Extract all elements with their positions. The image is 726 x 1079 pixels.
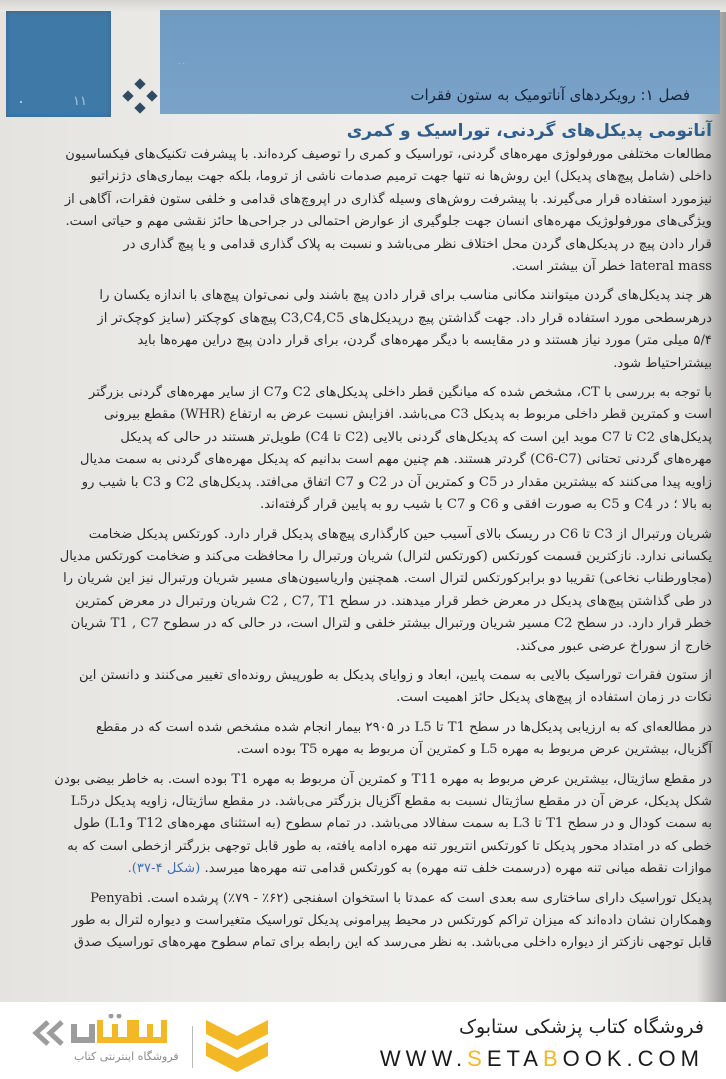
logo-chevron-mark-icon	[206, 1020, 268, 1078]
text-line: نکات در زمان استفاده از پیچ‌های پدیکل حائز اهمیت است.	[396, 690, 712, 706]
paragraph-6	[22, 717, 712, 762]
text-line: قرار دادن پیچ در پدیکل‌های گردن محل اختلاف نظر می‌باشد و نسبت به پلاک گذاری قدامی و یا پیچ گذاری در	[123, 236, 712, 252]
store-url-link[interactable]	[380, 1046, 704, 1072]
text-line: است و کمترین قطر داخلی مربوط به پدیکل C3 می‌باشد. افزایش نسبت عرض به ارتفاع (WHR) مقطع بیرونی	[104, 407, 712, 423]
text-line: پدیکل توراسیک دارای ساختاری سه بعدی است که عمدتا با استخوان اسفنجی (۶۲٪ - ۷۹٪) پرشده است. Penyabi	[90, 890, 712, 906]
diamond-ornament-icon	[124, 80, 156, 112]
watermark-footer	[0, 1002, 726, 1079]
text-line: lateral mass خطر آن بیشتر است.	[511, 259, 712, 275]
text-line: مطالعات مختلفی مورفولوژی مهره‌های گردنی، توراسیک و کمری را توصیف کرده‌اند. با پیشرفت تکنیک‌های فیکساسیون	[65, 147, 712, 162]
page-number-box	[6, 11, 111, 117]
paragraph-4	[22, 524, 712, 658]
text-line: خارج از سوراخ عرضی عبور می‌کند.	[515, 638, 712, 654]
logo-subtitle: فروشگاه اینترنتی کتاب	[74, 1050, 179, 1063]
text-line: یکسانی ندارد. نازکترین قسمت کورتکس (کورتکس لترال) شریان ورتبرال را محافظت می‌کند و ضخامت کورتکس مدیال	[59, 548, 712, 564]
paragraph-8	[22, 888, 712, 955]
paragraph-3	[22, 382, 712, 516]
text-line: آگزیال، بیشترین عرض مربوط به مهره L5 و کمترین آن مربوط به مهره T5 بوده است.	[236, 742, 712, 758]
chapter-title: فصل ۱: رویکردهای آناتومیک به ستون فقرات	[410, 86, 690, 104]
url-part-accent: S	[467, 1046, 487, 1071]
url-part: WWW.	[379, 1046, 468, 1071]
logo-chevrons-icon	[30, 1018, 70, 1055]
paragraph-2	[22, 285, 712, 375]
text-line: در طی گذاشتن پیچ‌های پدیکل در معرض خطر قرار میدهند. در سطح C2 , C7, T1 شریان ورتبرال در معرض کمترین	[75, 593, 712, 609]
store-name: فروشگاه کتاب پزشکی ستابوک	[458, 1016, 704, 1038]
text-line: پدیکل‌های C2 تا C7 موید این است که پدیکل‌های گردنی بالایی (C2 تا C4) طویل‌تر هستند در حالی که پدیکل	[120, 429, 712, 445]
text-line: قابل توجهی نازکتر از دیواره داخلی می‌باشد. به نظر می‌رسد که این رابطه برای تمام سطوح مهره‌های توراسیک صدق	[73, 935, 712, 951]
text-line: از ستون فقرات توراسیک بالایی به سمت پایین، ابعاد و زوایای پدیکل به طورپیش رونده‌ای تغییر می‌کنند و دانستن این	[79, 667, 712, 683]
paragraph-5	[22, 665, 712, 710]
text-line: شکل پدیکل، عرض آن در مقطع ساژیتال نسبت به مقطع آگزیال بزرگتر می‌باشد. در مقطع ساژیتال، زاویه پدیکل درL5	[70, 793, 712, 809]
text-line: وهمکاران نشان داده‌اند که میزان تراکم کورتکس در محیط پیرامونی پدیکل توراسیک متغیراست و دیواره لترال به طور	[71, 913, 712, 928]
page-number: ۱۱	[73, 94, 87, 109]
text-line: درهرسطحی مورد استفاده قرار داد. جهت گذاشتن پیچ درپدیکل‌های C3,C4,C5 پیچ‌های کوچکتر (سایز کوچک‌تر از	[97, 310, 712, 326]
text-line: شریان ورتبرال از C3 تا C6 در ریسک بالای آسیب حین کارگذاری پیچ‌های پدیکل قرار دارد. کورتکس پدیکل ضخامت	[88, 526, 712, 542]
setabook-logo[interactable]	[30, 1014, 270, 1070]
text-line: مهره‌های گردنی تحتانی (C6-C7) گردتر هستند. هم چنین مهم است بدانیم که پدیکل مهره‌های گردنی به سمت مدیال	[79, 452, 712, 468]
text-line: زاویه پیدا می‌کنند که بیشترین مقدار در C5 و کمترین آن در C2 و C7 اتفاق می‌افتد. پدیکل‌های C2 و C3 با شیب رو	[81, 474, 712, 490]
text-line: ویژگی‌های مورفولوژیک مهره‌های انسان جهت جلوگیری از عوارض احتمالی در جراحی‌ها حائز نقشی مهم و حیاتی است.	[65, 214, 712, 230]
url-part: OOK.COM	[562, 1046, 704, 1071]
text-line: خطی که در امتداد محور پدیکل تا کورتکس انتریور تنه مهره ادامه یافته، به طور قابل توجهی بزرگتر ازخطی است که به	[67, 838, 712, 854]
text-line: به سمت کودال و در سطح T1 تا L3 به سمت سفالاد می‌باشد. در تمام سطوح (به استثنای مهره‌های T12 وL1) طول	[73, 816, 712, 832]
paragraph-1	[22, 144, 712, 278]
url-part-accent: B	[542, 1046, 563, 1071]
band-dots: ..	[178, 57, 188, 66]
text-line: بیشتراحتیاط شود.	[613, 355, 712, 371]
text-line: در مطالعه‌ای که به ارزیابی پدیکل‌ها در سطح T1 تا L5 در ۲۹۰۵ بیمار انجام شده مشخص شده است که در مقطع	[96, 719, 712, 735]
page-number-dot	[20, 101, 22, 103]
url-part: ETA	[486, 1046, 543, 1071]
text-line: در مقطع ساژیتال، بیشترین عرض مربوط به مهره T11 و کمترین آن مربوط به مهره T1 بوده است. به خاطر بیضی بودن	[54, 771, 712, 787]
text-line: با توجه به بررسی با CT، مشخص شده که میانگین قطر داخلی پدیکل‌های C2 وC7 از سایر مهره‌های گردنی بزرگتر	[89, 385, 712, 401]
text-line: داخلی (شامل پیچ‌های پدیکل) این روش‌ها نه تنها جهت ترمیم صدمات ناشی از تروما، بلکه جهت بیماری‌های دژنراتیو	[90, 169, 712, 185]
logo-wordmark-icon	[70, 1014, 166, 1046]
paragraph-7	[22, 769, 712, 881]
figure-reference-link[interactable]: (شکل ۴-۳۷).	[127, 861, 201, 877]
text-line: به بالا ؛ در C4 و C5 به صورت افقی و C6 و C7 با شیب رو به پایین قرار گرفته‌اند.	[260, 497, 712, 513]
text-line: (مجاورطناب نخاعی) تقریبا دو برابرکورتکس لترال است. همچنین واریاسیون‌های مسیر شریان ورتبرال نیز این شریان را	[63, 571, 712, 587]
text-line: ۵/۴ میلی متر) مورد نیاز هستند و در مقایسه با دیگر مهره‌های گردن، برای قرار دادن پیچ دراین مهره‌ها باید	[137, 333, 712, 349]
text-line: نیزمورد استفاده قرار می‌گیرند. با پیشرفت روش‌های وسیله گذاری در اپروچ‌های قدامی و خلفی ستون فقرات، آگاهی از	[64, 191, 712, 207]
section-heading: آناتومی پدیکل‌های گردنی، توراسیک و کمری	[346, 121, 712, 141]
page-body	[22, 118, 712, 962]
text-line: خطر قرار دارد. در سطح C2 مسیر شریان ورتبرال بیشتر خلفی و لترال است، در حالی که در سطوح T1 , C7 شریان	[70, 616, 712, 632]
text-line-body: موازات نقطه میانی تنه مهره (درسمت خلف تنه مهره) به کورتکس قدامی تنه مهره‌ها میرسد.	[204, 861, 712, 877]
text-line	[22, 858, 712, 880]
chapter-header-band	[160, 10, 720, 114]
text-line: هر چند پدیکل‌های گردن میتوانند مکانی مناسب برای قرار دادن پیچ باشند ولی نمی‌توان پیچ‌های با اندازه یکسان را	[99, 288, 712, 304]
logo-divider	[192, 1026, 193, 1068]
